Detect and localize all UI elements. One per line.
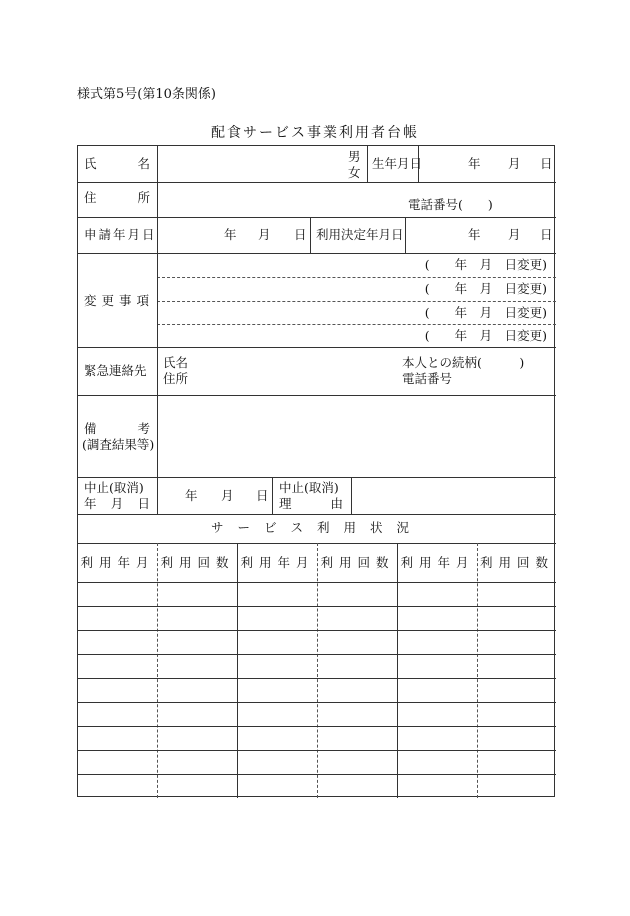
emergency-relation[interactable]: 本人との続柄( ) — [402, 355, 525, 370]
change-entry[interactable]: ( 年 月 日変更) — [424, 257, 547, 272]
stop-day: 日 — [256, 488, 269, 503]
decision-day: 日 — [540, 227, 553, 242]
table-row — [78, 678, 556, 679]
stop-date-label: 中止(取消) — [84, 480, 144, 495]
decision-month: 月 — [508, 227, 521, 242]
application-month: 月 — [258, 227, 271, 242]
change-entry[interactable]: ( 年 月 日変更) — [424, 281, 547, 296]
usage-title: サービス利用状況 — [210, 520, 423, 535]
address-label: 住 所 — [84, 190, 150, 205]
table-row — [78, 750, 556, 751]
application-day: 日 — [294, 227, 307, 242]
table-row — [78, 654, 556, 655]
emergency-name[interactable]: 氏名 — [163, 355, 189, 370]
address-phone[interactable]: 電話番号( ) — [408, 197, 493, 212]
name-label: 氏 名 — [84, 156, 150, 171]
change-entry[interactable]: ( 年 月 日変更) — [424, 305, 547, 320]
usage-header-count: 利用回数 — [320, 555, 395, 570]
birth-year: 年 — [468, 156, 481, 171]
form-number: 様式第5号(第10条関係) — [77, 87, 216, 102]
table-row — [78, 774, 556, 775]
stop-year: 年 — [185, 488, 198, 503]
table-row — [78, 726, 556, 727]
decision-year: 年 — [468, 227, 481, 242]
change-entry[interactable]: ( 年 月 日変更) — [424, 328, 547, 343]
table-row — [78, 630, 556, 631]
stop-month: 月 — [221, 488, 234, 503]
birthdate-label: 生年月日 — [372, 156, 423, 171]
usage-header-count: 利用回数 — [160, 555, 235, 570]
stop-date-label-ymd: 年 月 日 — [84, 496, 150, 511]
changes-label: 変更事項 — [84, 293, 155, 308]
birth-day: 日 — [540, 156, 553, 171]
emergency-contact-label: 緊急連絡先 — [84, 363, 147, 378]
emergency-phone[interactable]: 電話番号 — [402, 371, 453, 386]
ledger-table — [77, 145, 555, 797]
application-date-label: 申請年月日 — [84, 227, 157, 242]
table-row — [78, 702, 556, 703]
stop-reason-label: 中止(取消) — [279, 480, 339, 495]
usage-header-month: 利用年月 — [80, 555, 155, 570]
stop-reason-label-2: 理 由 — [279, 496, 343, 511]
decision-date-label: 利用決定年月日 — [316, 227, 404, 242]
page-title: 配食サービス事業利用者台帳 — [211, 125, 419, 141]
emergency-address[interactable]: 住所 — [163, 371, 189, 386]
table-row — [78, 606, 556, 607]
birth-month: 月 — [508, 156, 521, 171]
remarks-sublabel: (調査結果等) — [82, 437, 155, 452]
gender-female[interactable]: 女 — [348, 165, 361, 180]
usage-header-month: 利用年月 — [400, 555, 475, 570]
usage-header-month: 利用年月 — [240, 555, 315, 570]
remarks-label: 備 考 — [84, 421, 150, 436]
application-year: 年 — [224, 227, 237, 242]
usage-header-count: 利用回数 — [479, 555, 554, 570]
gender-male[interactable]: 男 — [348, 149, 361, 164]
